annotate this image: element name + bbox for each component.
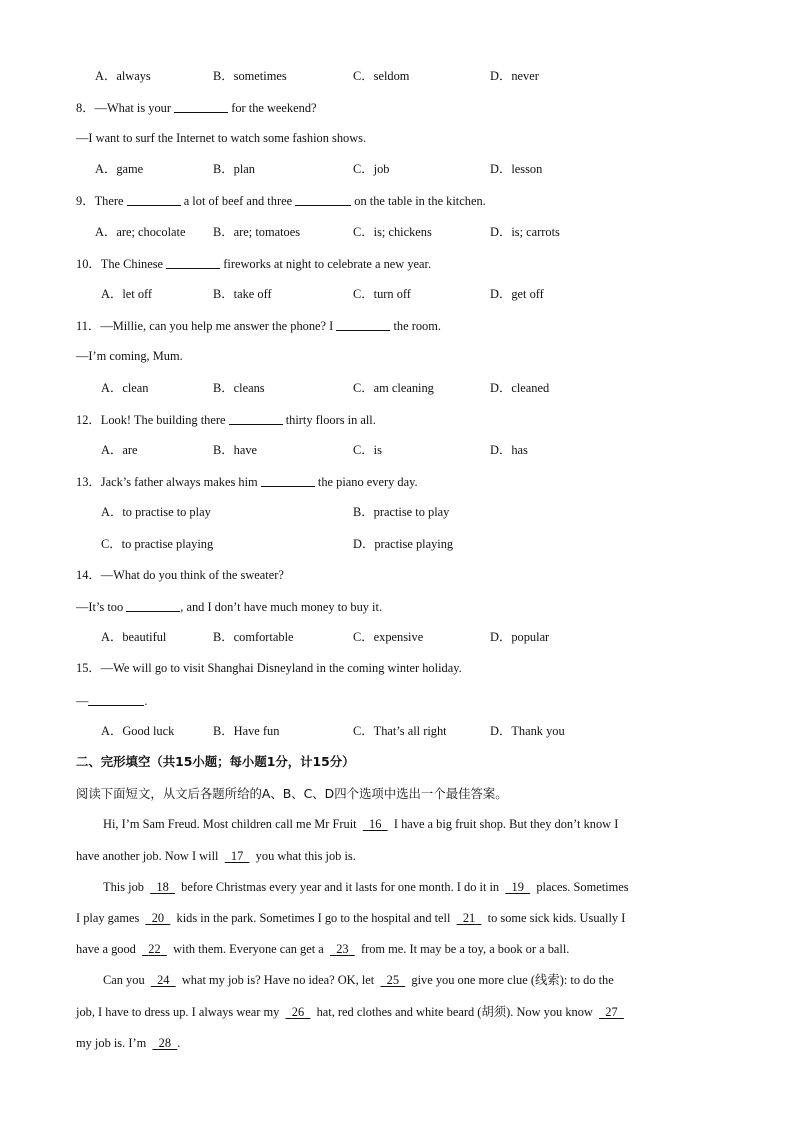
- blank-number-text: 25: [386, 973, 400, 987]
- stem-text: a lot of beef and three: [183, 194, 293, 208]
- question-11-reply: —I’m coming, Mum.: [76, 349, 183, 363]
- stem-text: fireworks at night to celebrate a new year.: [223, 257, 432, 271]
- option-b: B．comfortable: [213, 630, 294, 644]
- option-c: C．turn off: [353, 287, 411, 301]
- option-a: A．are: [101, 443, 138, 457]
- passage-text: with them. Everyone can get a: [173, 942, 324, 956]
- question-15-stem: 15．—We will go to visit Shanghai Disneyland in the coming winter holiday.: [76, 661, 462, 675]
- passage-line: [103, 881, 629, 893]
- option-c: C．job: [353, 162, 390, 176]
- answer-blank: [88, 694, 144, 706]
- reply-text: , and I don’t have much money to buy it.: [180, 600, 383, 614]
- passage-text: give you one more clue (线索): to do the: [411, 973, 614, 987]
- blank-number-text: 18: [156, 880, 169, 894]
- stem-text: 11．—Millie, can you help me answer the phone? I: [76, 319, 334, 333]
- passage-text: my job is. I’m: [76, 1036, 147, 1050]
- blank-number: [599, 1005, 624, 1019]
- passage-line: [103, 974, 614, 986]
- reply-text: —: [76, 694, 89, 708]
- stem-text: on the table in the kitchen.: [354, 194, 486, 208]
- stem-text: 13．Jack’s father always makes him: [76, 475, 258, 489]
- passage-text: have a good: [76, 942, 136, 956]
- answer-blank: [336, 319, 390, 331]
- blank-number: [150, 880, 175, 894]
- blank-number: [151, 973, 176, 987]
- question-13-stem: [76, 475, 418, 488]
- passage-text: to some sick kids. Usually I: [487, 911, 626, 925]
- passage-line: [76, 943, 569, 955]
- question-14-stem: 14．—What do you think of the sweater?: [76, 568, 284, 582]
- passage-text: from me. It may be a toy, a book or a ball.: [360, 942, 570, 956]
- blank-number-text: 19: [511, 880, 524, 894]
- option-a: A．game: [95, 162, 144, 176]
- passage-text: before Christmas every year and it lasts for one month. I do it in: [181, 880, 500, 894]
- option-c: C．That’s all right: [353, 724, 447, 738]
- answer-blank: [166, 257, 220, 269]
- option-c: C．is: [353, 443, 382, 457]
- blank-number: [457, 911, 482, 925]
- option-d: D．lesson: [490, 162, 543, 176]
- question-8-stem: [76, 101, 317, 114]
- stem-text: the piano every day.: [317, 475, 418, 489]
- option-c: C．seldom: [353, 69, 410, 83]
- passage-text: I play games: [76, 911, 140, 925]
- option-b: B．take off: [213, 287, 272, 301]
- option-b: B．cleans: [213, 381, 265, 395]
- blank-number-text: 20: [151, 911, 165, 925]
- option-b: B．are; tomatoes: [213, 225, 301, 239]
- option-c: C．am cleaning: [353, 381, 434, 395]
- question-14-reply: [76, 600, 382, 613]
- passage-line: [76, 912, 625, 924]
- option-c: C．is; chickens: [353, 225, 432, 239]
- option-b: B．practise to play: [353, 505, 450, 519]
- passage-line: [76, 850, 356, 862]
- question-11-stem: [76, 319, 441, 332]
- blank-number: [505, 880, 530, 894]
- option-a: A．beautiful: [101, 630, 167, 644]
- blank-number: [380, 973, 405, 987]
- option-a: A．let off: [101, 287, 153, 301]
- blank-number: [225, 849, 250, 863]
- blank-number-text: 21: [462, 911, 476, 925]
- blank-number: [286, 1005, 311, 1019]
- question-8-reply: —I want to surf the Internet to watch some fashion shows.: [76, 131, 367, 145]
- blank-number: [330, 942, 355, 956]
- passage-text: Hi, I’m Sam Freud. Most children call me Mr Fruit: [103, 817, 357, 831]
- answer-blank: [261, 475, 315, 487]
- blank-number-text: 17: [230, 849, 244, 863]
- blank-number-text: 24: [157, 973, 170, 987]
- answer-blank: [174, 101, 228, 113]
- blank-number-text: 16: [369, 817, 382, 831]
- answer-blank: [127, 194, 181, 206]
- option-d: D．cleaned: [490, 381, 550, 395]
- reply-text: .: [144, 694, 148, 708]
- answer-blank: [295, 194, 351, 206]
- option-d: D．never: [490, 69, 539, 83]
- section-heading: 二、完形填空（共15小题；每小题1分，计15分）: [76, 754, 355, 769]
- passage-text: you what this job is.: [255, 849, 356, 863]
- question-10-stem: [76, 257, 431, 270]
- blank-number-text: 28: [158, 1036, 172, 1050]
- blank-number-text: 27: [605, 1005, 618, 1019]
- question-12-stem: [76, 413, 376, 426]
- option-d: D．get off: [490, 287, 544, 301]
- answer-blank: [229, 413, 283, 425]
- option-c: C．expensive: [353, 630, 424, 644]
- stem-text: 10．The Chinese: [76, 257, 164, 271]
- passage-text: what my job is? Have no idea? OK, let: [181, 973, 375, 987]
- passage-line: [103, 818, 618, 830]
- option-d: D．has: [490, 443, 528, 457]
- passage-text: I have a big fruit shop. But they don’t know I: [393, 817, 619, 831]
- answer-blank: [126, 600, 180, 612]
- option-d: D．practise playing: [353, 537, 454, 551]
- blank-number-text: 23: [336, 942, 349, 956]
- option-d: D．is; carrots: [490, 225, 560, 239]
- passage-text: job, I have to dress up. I always wear my: [76, 1005, 280, 1019]
- reply-text: —It’s too: [76, 600, 124, 614]
- passage-text: kids in the park. Sometimes I go to the hospital and tell: [176, 911, 451, 925]
- section-instruction: 阅读下面短文，从文后各题所给的A、B、C、D四个选项中选出一个最佳答案。: [76, 786, 508, 801]
- blank-number: [152, 1036, 177, 1050]
- passage-text: have another job. Now I will: [76, 849, 219, 863]
- question-9-stem: [76, 194, 486, 207]
- stem-text: 12．Look! The building there: [76, 413, 226, 427]
- passage-text: .: [177, 1036, 181, 1050]
- stem-text: 9．There: [76, 194, 124, 208]
- blank-number: [363, 817, 388, 831]
- passage-line: [76, 1006, 624, 1018]
- option-a: A．Good luck: [101, 724, 175, 738]
- option-b: B．plan: [213, 162, 255, 176]
- stem-text: for the weekend?: [231, 101, 317, 115]
- passage-line: [76, 1037, 180, 1049]
- passage-text: Can you: [103, 973, 145, 987]
- passage-text: places. Sometimes: [536, 880, 629, 894]
- blank-number: [146, 911, 171, 925]
- option-b: B．Have fun: [213, 724, 280, 738]
- stem-text: 8．—What is your: [76, 101, 171, 115]
- passage-text: hat, red clothes and white beard (胡须). Now you know: [316, 1005, 593, 1019]
- blank-number: [142, 942, 167, 956]
- option-a: A．always: [95, 69, 151, 83]
- option-a: A．are; chocolate: [95, 225, 186, 239]
- stem-text: the room.: [393, 319, 441, 333]
- option-b: B．sometimes: [213, 69, 287, 83]
- option-d: D．Thank you: [490, 724, 565, 738]
- stem-text: thirty floors in all.: [285, 413, 376, 427]
- option-a: A．to practise to play: [101, 505, 211, 519]
- option-a: A．clean: [101, 381, 149, 395]
- blank-number-text: 26: [291, 1005, 305, 1019]
- blank-number-text: 22: [148, 942, 161, 956]
- passage-text: This job: [103, 880, 144, 894]
- question-15-reply: [76, 694, 148, 707]
- option-d: D．popular: [490, 630, 550, 644]
- option-c: C．to practise playing: [101, 537, 214, 551]
- option-b: B．have: [213, 443, 258, 457]
